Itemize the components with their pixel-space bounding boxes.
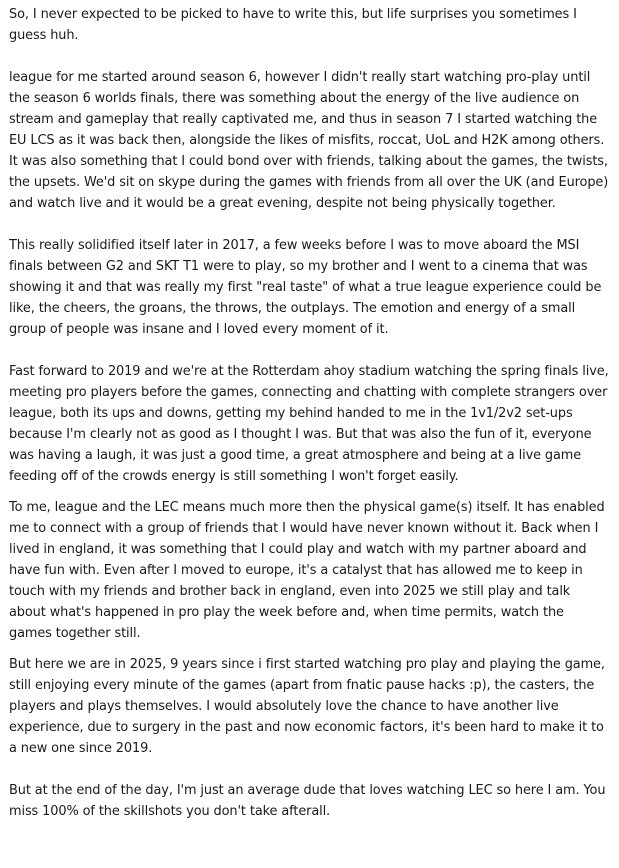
paragraph-2025: But here we are in 2025, 9 years since i first started watching pro play and playing the game, still enjoying every minute of the games (apart from fnatic pause hacks :p), the casters, the players and plays themselves. I would absolutely love the chance to have another live experience, due to surgery in the past and now economic factors, it's been hard to make it to a new one since 2019. xyxy=(9,657,605,756)
document-body xyxy=(9,4,609,843)
paragraph-season-6: league for me started around season 6, however I didn't really start watching pro-play until the season 6 worlds finals, there was something about the energy of the live audience on stream and gameplay that really captivated me, and thus in season 7 I started watching the EU LCS as it was back then, alongside the likes of misfits, roccat, UoL and H2K among others. It was also something that I could bond over with friends, talking about the games, the twists, the upsets. We'd sit on skype during the games with friends from all over the UK (and Europe) and watch live and it would be a great evening, despite not being physically together. xyxy=(9,70,609,211)
paragraph-friends: To me, league and the LEC means much more then the physical game(s) itself. It has enabled me to connect with a group of friends that I would have never known without it. Back when I lived in england, it was something that I could play and watch with my partner aboard and have fun with. Even after I moved to europe, it's a catalyst that has allowed me to keep in touch with my friends and brother back in england, even into 2025 we still play and talk about what's happened in pro play the week before and, when time permits, watch the games together still. xyxy=(9,500,605,641)
paragraph-closing: But at the end of the day, I'm just an average dude that loves watching LEC so here I am. You miss 100% of the skillshots you don't take afterall. xyxy=(9,783,606,819)
paragraph-intro: So, I never expected to be picked to have to write this, but life surprises you sometimes I guess huh. xyxy=(9,7,577,43)
paragraph-msi-2017: This really solidified itself later in 2017, a few weeks before I was to move aboard the MSI finals between G2 and SKT T1 were to play, so my brother and I went to a cinema that was showing it and that was really my first "real taste" of what a true league experience could be like, the cheers, the groans, the throws, the outplays. The emotion and energy of a small group of people was insane and I loved every moment of it. xyxy=(9,238,602,337)
paragraph-rotterdam-2019: Fast forward to 2019 and we're at the Rotterdam ahoy stadium watching the spring finals live, meeting pro players before the games, connecting and chatting with complete strangers over league, both its ups and downs, getting my behind handed to me in the 1v1/2v2 set-ups because I'm clearly not as good as I thought I was. But that was also the fun of it, everyone was having a laugh, it was just a good time, a great atmosphere and being at a live game feeding off of the crowds energy is still something I won't forget easily. xyxy=(9,364,609,484)
